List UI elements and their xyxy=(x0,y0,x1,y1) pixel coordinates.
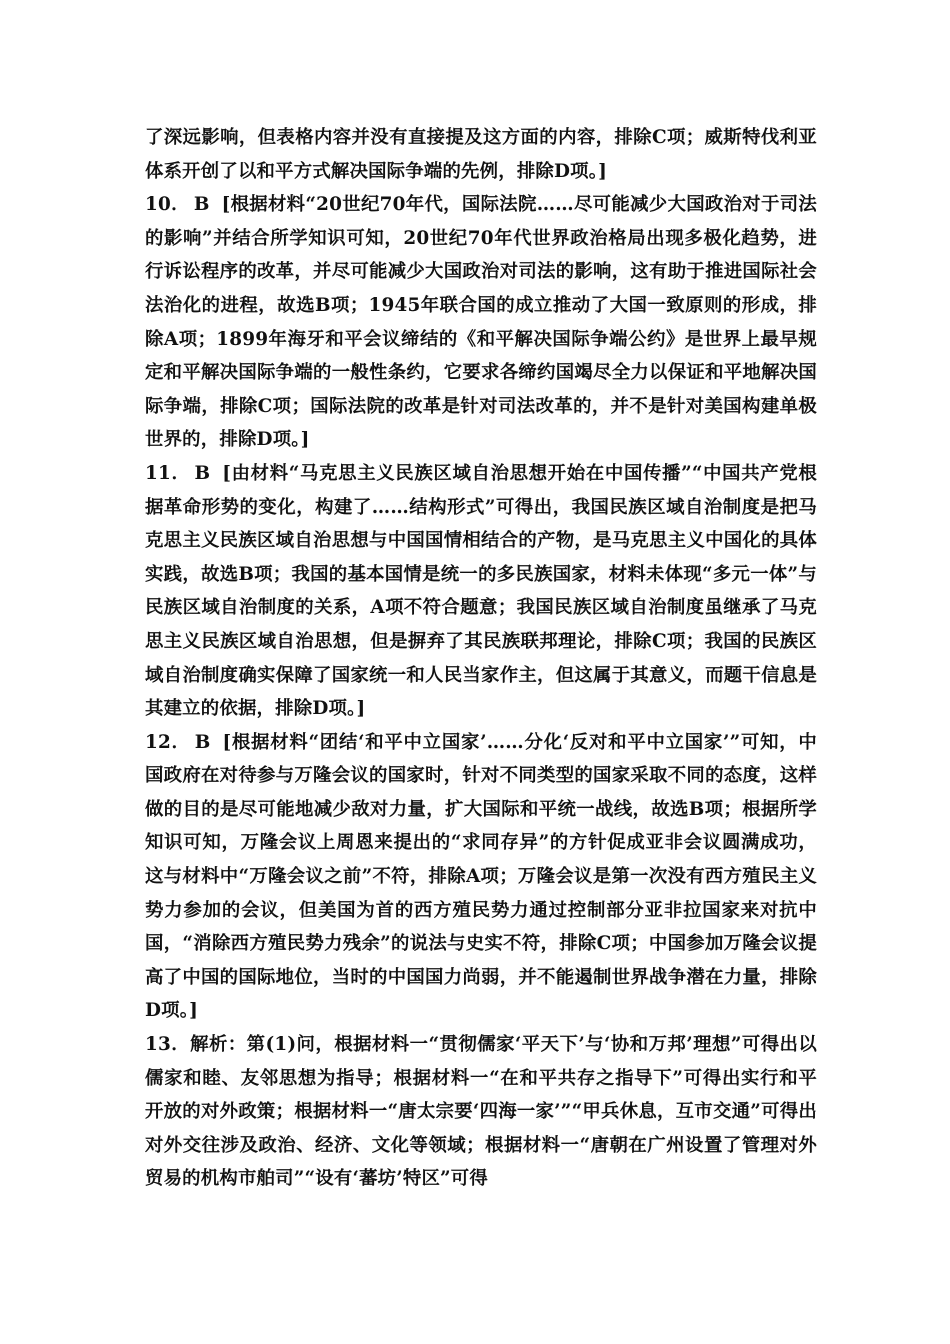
item-number: 10． xyxy=(145,194,190,216)
answer-item-11 xyxy=(145,457,817,726)
item-number: 13． xyxy=(145,1034,191,1056)
item-explanation: [根据材料“团结‘和平中立国家’……分化‘反对和平中立国家’”可知，中国政府在对待参与万隆会议的国家时，针对不同类型的国家采取不同的态度，这样做的目的是尽可能地减少敌对力量，扩大国际和平统一战线，故选B项；根据所学知识可知，万隆会议上周恩来提出的“求同存异”的方针促成亚非会议圆满成功，这与材料中“万隆会议之前”不符，排除A项；万隆会议是第一次没有西方殖民主义势力参加的会议，但美国为首的西方殖民势力通过控制部分亚非拉国家来对抗中国，“消除西方殖民势力残余”的说法与史实不符，排除C项；中国参加万隆会议提高了中国的国际地位，当时的中国国力尚弱，并不能遏制世界战争潜在力量，排除D项。] xyxy=(145,731,817,1022)
item-number: 12． xyxy=(145,731,191,753)
analysis-label: 解析： xyxy=(190,1034,247,1056)
item-number: 11． xyxy=(145,462,191,484)
item-explanation: [由材料“马克思主义民族区域自治思想开始在中国传播”“中国共产党根据革命形势的变化，构建了……结构形式”可得出，我国民族区域自治制度是把马克思主义民族区域自治思想与中国国情相结合的产物，是马克思主义中国化的具体实践，故选B项；我国的基本国情是统一的多民族国家，材料未体现“多元一体”与民族区域自治制度的关系，A项不符合题意；我国民族区域自治制度虽继承了马克思主义民族区域自治思想，但是摒弃了其民族联邦理论，排除C项；我国的民族区域自治制度确实保障了国家统一和人民当家作主，但这属于其意义，而题干信息是其建立的依据，排除D项。] xyxy=(145,462,817,720)
answer-item-12 xyxy=(145,726,817,1028)
item-answer: B xyxy=(194,731,211,753)
item-explanation: 第(1)问，根据材料一“贯彻儒家‘平天下’与‘协和万邦’理想”可得出以儒家和睦、友邻思想为指导；根据材料一“在和平共存之指导下”可得出实行和平开放的对外政策；根据材料一“唐太宗要‘四海一家’”“甲兵休息，互市交通”可得出对外交往涉及政治、经济、文化等领域；根据材料一“唐朝在广州设置了管理对外贸易的机构市舶司”“设有‘蕃坊’特区”可得 xyxy=(145,1034,817,1190)
item-answer: B xyxy=(193,194,210,216)
document-page xyxy=(145,121,817,1196)
answer-item-13 xyxy=(145,1028,817,1196)
item-explanation: [根据材料“20世纪70年代，国际法院……尽可能减少大国政治对于司法的影响”并结合所学知识可知，20世纪70年代世界政治格局出现多极化趋势，进行诉讼程序的改革，并尽可能减少大国政治对司法的影响，这有助于推进国际社会法治化的进程，故选B项；1945年联合国的成立推动了大国一致原则的形成，排除A项；1899年海牙和平会议缔结的《和平解决国际争端公约》是世界上最早规定和平解决国际争端的一般性条约，它要求各缔约国竭尽全力以保证和平地解决国际争端，排除C项；国际法院的改革是针对司法改革的，并不是针对美国构建单极世界的，排除D项。] xyxy=(145,194,817,451)
item-answer: B xyxy=(194,462,211,484)
answer-item-10 xyxy=(145,188,817,457)
continuation-paragraph: 了深远影响，但表格内容并没有直接提及这方面的内容，排除C项；威斯特伐利亚体系开创了以和平方式解决国际争端的先例，排除D项。] xyxy=(145,127,817,182)
